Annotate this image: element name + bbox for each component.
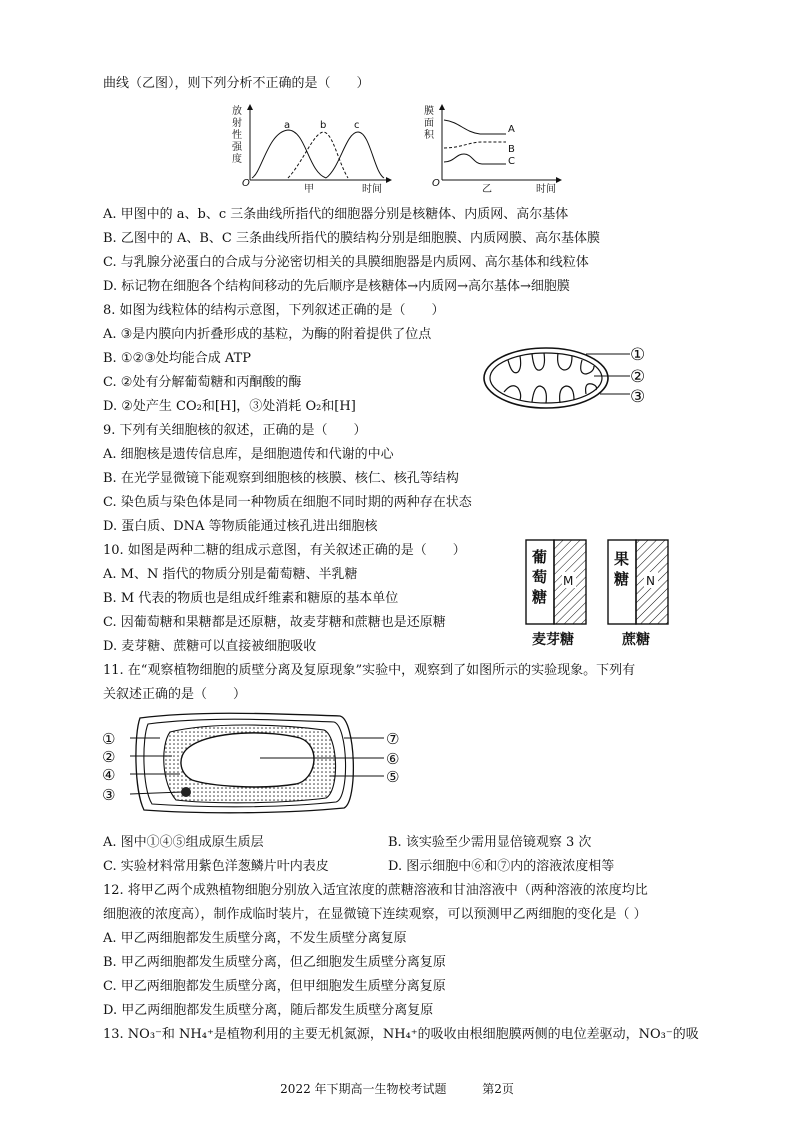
q10-option-a: A. M、N 指代的物质分别是葡萄糖、半乳糖 — [103, 567, 358, 582]
q11-stem-2: 关叙述正确的是（ ） — [103, 687, 247, 702]
q11-option-c: C. 实验材料常用紫色洋葱鳞片叶内表皮 — [103, 859, 329, 874]
q8-stem: 8. 如图为线粒体的结构示意图，下列叙述正确的是（ ） — [103, 303, 445, 318]
q9-option-d: D. 蛋白质、DNA 等物质能通过核孔进出细胞核 — [103, 519, 378, 534]
q11-option-d: D. 图示细胞中⑥和⑦内的溶液浓度相等 — [388, 859, 615, 874]
cell-label-5: ⑤ — [386, 768, 400, 786]
graph-yi-ylabel-2: 积 — [424, 130, 434, 141]
q8-option-d: D. ②处产生 CO₂和[H]，③处消耗 O₂和[H] — [103, 399, 356, 414]
graph-jia-origin: O — [242, 178, 250, 189]
sucrose-left-1: 糖 — [614, 570, 630, 588]
graph-jia-label-a: a — [284, 120, 291, 131]
cell-label-6: ⑥ — [386, 750, 400, 768]
q11-option-b: B. 该实验至少需用显倍镜观察 3 次 — [388, 835, 592, 850]
graph-yi-caption: 乙 — [482, 184, 492, 194]
cell-label-3: ③ — [102, 786, 116, 804]
graph-jia-xlabel: 时间 — [362, 184, 382, 194]
q7-stem-tail: 曲线（乙图），则下列分析不正确的是（ ） — [103, 76, 370, 91]
graph-yi-label-C: C — [508, 156, 515, 167]
q7-option-d: D. 标记物在细胞各个结构间移动的先后顺序是核糖体→内质网→高尔基体→细胞膜 — [103, 279, 570, 294]
graph-yi-label-A: A — [508, 124, 515, 135]
maltose-right-M: M — [563, 574, 574, 588]
cell-label-7: ⑦ — [386, 730, 400, 748]
q11-stem-1: 11. 在“观察植物细胞的质壁分离及复原现象”实验中，观察到了如图所示的实验现象。下列有 — [103, 663, 636, 678]
q13-stem: 13. NO₃⁻和 NH₄⁺是植物利用的主要无机氮源，NH₄⁺的吸收由根细胞膜两侧的电位差驱动，NO₃⁻的吸 — [103, 1027, 699, 1042]
maltose-left-1: 萄 — [532, 568, 548, 586]
graph-yi-ylabel-0: 膜 — [424, 106, 434, 117]
graph-jia-ylabel-0: 放 — [232, 106, 242, 117]
q7-option-a: A. 甲图中的 a、b、c 三条曲线所指代的细胞器分别是核糖体、内质网、高尔基体 — [103, 207, 569, 222]
q12-option-c: C. 甲乙两细胞都发生质壁分离，但甲细胞发生质壁分离复原 — [103, 979, 446, 994]
q10-stem: 10. 如图是两种二糖的组成示意图，有关叙述正确的是（ ） — [103, 543, 466, 558]
q8-option-a: A. ③是内膜向内折叠形成的基粒，为酶的附着提供了位点 — [103, 327, 432, 342]
q10-option-d: D. 麦芽糖、蔗糖可以直接被细胞吸收 — [103, 639, 317, 654]
sucrose-right-N: N — [646, 574, 655, 588]
disaccharide-diagram — [518, 534, 686, 652]
q12-option-d: D. 甲乙两细胞都发生质壁分离，随后都发生质壁分离复原 — [103, 1003, 434, 1018]
q10-option-c: C. 因葡萄糖和果糖都是还原糖，故麦芽糖和蔗糖也是还原糖 — [103, 615, 446, 630]
sucrose-left-0: 果 — [614, 550, 630, 568]
footer-title: 2022 年下期高一生物校考试题 — [280, 1082, 447, 1096]
plant-cell-diagram — [100, 710, 420, 818]
q9-option-b: B. 在光学显微镜下能观察到细胞核的核膜、核仁、核孔等结构 — [103, 471, 459, 486]
mitochondrion-diagram — [482, 342, 652, 414]
q9-option-c: C. 染色质与染色体是同一种物质在细胞不同时期的两种存在状态 — [103, 495, 472, 510]
graph-jia-ylabel-2: 性 — [232, 130, 242, 141]
mito-label-1: ① — [630, 345, 646, 365]
sucrose-caption: 蔗糖 — [622, 632, 650, 648]
q12-stem-2: 细胞液的浓度高），制作成临时装片，在显微镜下连续观察，可以预测甲乙两细胞的变化是（ ） — [103, 907, 647, 922]
graph-jia-label-b: b — [320, 120, 327, 131]
q12-option-a: A. 甲乙两细胞都发生质壁分离，不发生质壁分离复原 — [103, 931, 407, 946]
graph-yi-xlabel: 时间 — [536, 184, 556, 194]
graph-yi-origin: O — [432, 178, 440, 189]
page-footer — [0, 1080, 794, 1097]
graph-jia-label-c: c — [354, 120, 360, 131]
q10-option-b: B. M 代表的物质也是组成纤维素和糖原的基本单位 — [103, 591, 399, 606]
maltose-caption: 麦芽糖 — [532, 632, 574, 648]
graph-yi-ylabel-1: 面 — [424, 118, 434, 129]
q11-option-a: A. 图中①④⑤组成原生质层 — [103, 835, 264, 850]
q12-stem-1: 12. 将甲乙两个成熟植物细胞分别放入适宜浓度的蔗糖溶液和甘油溶液中（两种溶液的浓度均比 — [103, 883, 648, 898]
maltose-left-0: 葡 — [532, 548, 548, 566]
mito-label-2: ② — [630, 367, 646, 387]
graph-yi — [420, 102, 570, 194]
footer-page: 第2页 — [482, 1082, 514, 1096]
graph-yi-label-B: B — [508, 144, 515, 155]
graph-jia-ylabel-3: 强 — [232, 142, 242, 153]
q12-option-b: B. 甲乙两细胞都发生质壁分离，但乙细胞发生质壁分离复原 — [103, 955, 446, 970]
q8-option-c: C. ②处有分解葡萄糖和丙酮酸的酶 — [103, 375, 302, 390]
cell-label-4: ④ — [102, 766, 116, 784]
q8-option-b: B. ①②③处均能合成 ATP — [103, 351, 252, 366]
graph-jia-ylabel-1: 射 — [232, 118, 242, 129]
graph-jia-caption: 甲 — [304, 184, 314, 194]
q7-option-c: C. 与乳腺分泌蛋白的合成与分泌密切相关的具膜细胞器是内质网、高尔基体和线粒体 — [103, 255, 589, 270]
cell-label-2: ② — [102, 748, 116, 766]
graph-jia-ylabel-4: 度 — [232, 154, 242, 165]
mito-label-3: ③ — [630, 387, 646, 407]
graph-jia — [228, 102, 398, 194]
q9-option-a: A. 细胞核是遗传信息库，是细胞遗传和代谢的中心 — [103, 447, 394, 462]
q9-stem: 9. 下列有关细胞核的叙述，正确的是（ ） — [103, 423, 367, 438]
q7-option-b: B. 乙图中的 A、B、C 三条曲线所指代的膜结构分别是细胞膜、内质网膜、高尔基体膜 — [103, 231, 600, 246]
cell-label-1: ① — [102, 730, 116, 748]
maltose-left-2: 糖 — [532, 588, 548, 606]
